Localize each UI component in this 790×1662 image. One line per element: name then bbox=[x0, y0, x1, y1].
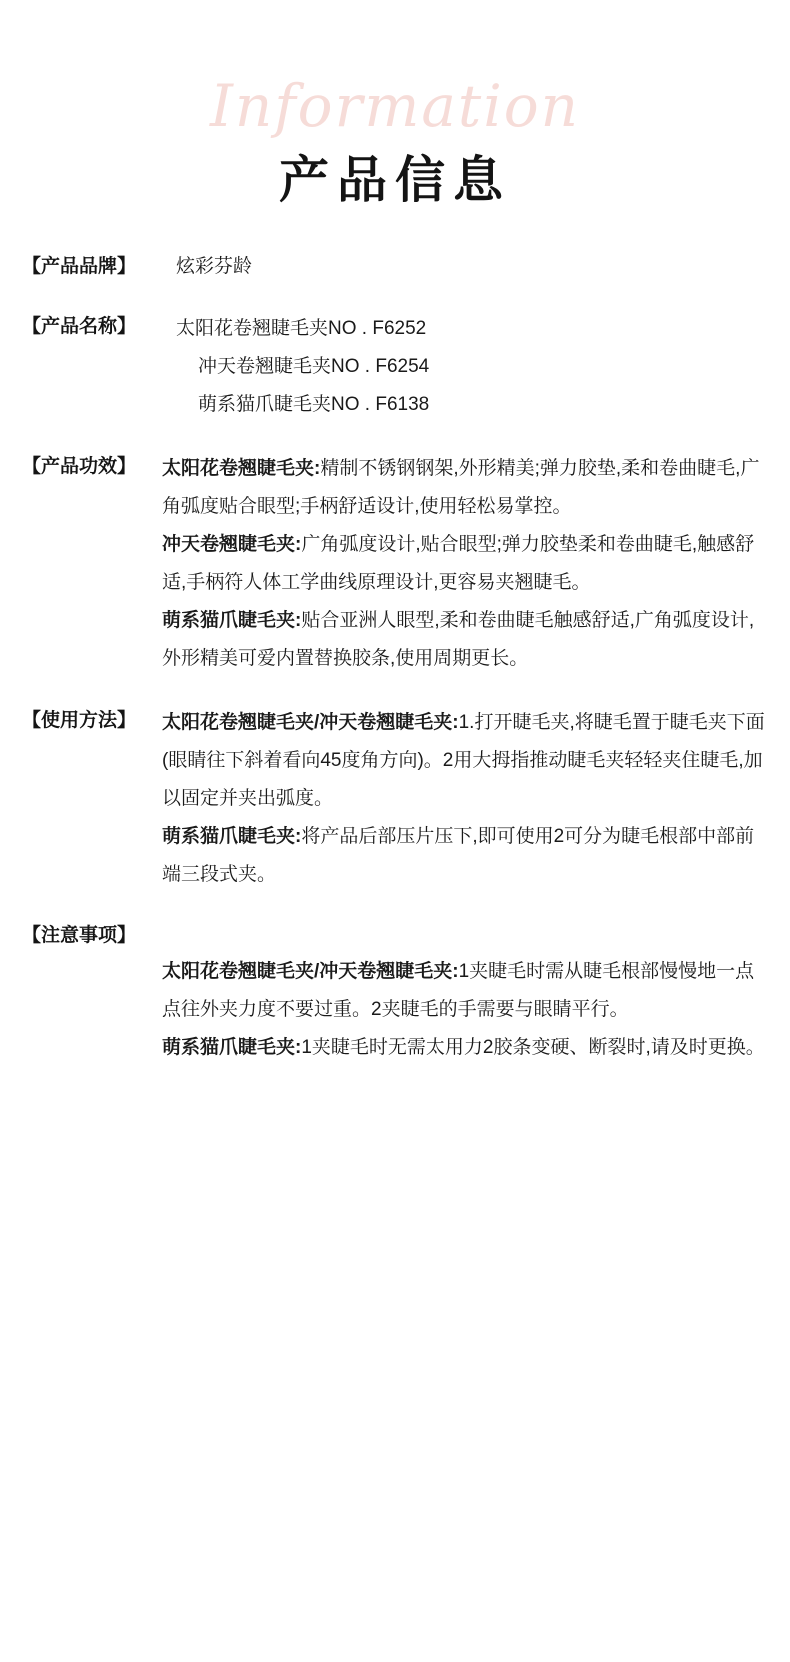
page-header bbox=[0, 0, 790, 250]
info-label-name: 【产品名称】 bbox=[22, 316, 137, 337]
notice-lead-2: 萌系猫爪睫毛夹: bbox=[162, 1037, 302, 1058]
notice-lead-1: 太阳花卷翘睫毛夹/冲天卷翘睫毛夹: bbox=[162, 961, 459, 982]
info-value-notice bbox=[22, 953, 768, 1067]
product-name-3: 萌系猫爪睫毛夹NO . F6138 bbox=[198, 394, 430, 415]
info-value-name bbox=[162, 310, 768, 424]
usage-paragraph-2 bbox=[162, 818, 768, 894]
info-value-efficacy bbox=[162, 450, 768, 678]
efficacy-text-1: 精制不锈钢钢架,外形精美;弹力胶垫,柔和卷曲睫毛,广角弧度贴合眼型;手柄舒适设计,使用轻松易掌控。 bbox=[162, 458, 760, 517]
efficacy-paragraph-3 bbox=[162, 602, 768, 678]
page-title: 产品信息 bbox=[279, 152, 511, 208]
info-row-usage bbox=[22, 704, 768, 894]
info-row-name bbox=[22, 310, 768, 424]
info-label-usage: 【使用方法】 bbox=[22, 710, 137, 731]
efficacy-text-2: 广角弧度设计,贴合眼型;弹力胶垫柔和卷曲睫毛,触感舒适,手柄符人体工学曲线原理设计,更容易夹翘睫毛。 bbox=[162, 534, 755, 593]
usage-lead-2: 萌系猫爪睫毛夹: bbox=[162, 826, 302, 847]
notice-text-2: 1夹睫毛时无需太用力2胶条变硬、断裂时,请及时更换。 bbox=[301, 1037, 765, 1058]
usage-lead-1: 太阳花卷翘睫毛夹/冲天卷翘睫毛夹: bbox=[162, 712, 459, 733]
info-label-notice: 【注意事项】 bbox=[22, 925, 137, 946]
product-info-block bbox=[0, 250, 790, 1067]
info-label-brand: 【产品品牌】 bbox=[22, 256, 137, 277]
notice-paragraph-1 bbox=[162, 953, 768, 1029]
efficacy-text-3: 贴合亚洲人眼型,柔和卷曲睫毛触感舒适,广角弧度设计,外形精美可爱内置替换胶条,使用周期更长。 bbox=[162, 610, 755, 669]
info-value-brand bbox=[162, 250, 768, 284]
efficacy-lead-3: 萌系猫爪睫毛夹: bbox=[162, 610, 302, 631]
notice-text-1: 1夹睫毛时需从睫毛根部慢慢地一点点往外夹力度不要过重。2夹睫毛的手需要与眼睛平行。 bbox=[162, 961, 755, 1020]
usage-text-2: 将产品后部压片压下,即可使用2可分为睫毛根部中部前端三段式夹。 bbox=[162, 826, 755, 885]
product-name-1: 太阳花卷翘睫毛夹NO . F6252 bbox=[176, 318, 427, 339]
info-row-efficacy bbox=[22, 450, 768, 678]
info-row-notice bbox=[22, 920, 768, 1067]
brand-value: 炫彩芬龄 bbox=[176, 256, 253, 277]
notice-paragraph-2 bbox=[162, 1029, 768, 1067]
info-row-brand bbox=[22, 250, 768, 284]
decorative-script-heading: Information bbox=[209, 72, 581, 140]
efficacy-lead-1: 太阳花卷翘睫毛夹: bbox=[162, 458, 321, 479]
product-name-2: 冲天卷翘睫毛夹NO . F6254 bbox=[198, 356, 430, 377]
usage-paragraph-1 bbox=[162, 704, 768, 818]
efficacy-paragraph-1 bbox=[162, 450, 768, 526]
usage-text-1: 1.打开睫毛夹,将睫毛置于睫毛夹下面(眼睛往下斜着看向45度角方向)。2用大拇指推动睫毛夹轻轻夹住睫毛,加以固定并夹出弧度。 bbox=[162, 712, 765, 809]
info-label-efficacy: 【产品功效】 bbox=[22, 456, 137, 477]
info-value-usage bbox=[162, 704, 768, 894]
efficacy-paragraph-2 bbox=[162, 526, 768, 602]
efficacy-lead-2: 冲天卷翘睫毛夹: bbox=[162, 534, 302, 555]
